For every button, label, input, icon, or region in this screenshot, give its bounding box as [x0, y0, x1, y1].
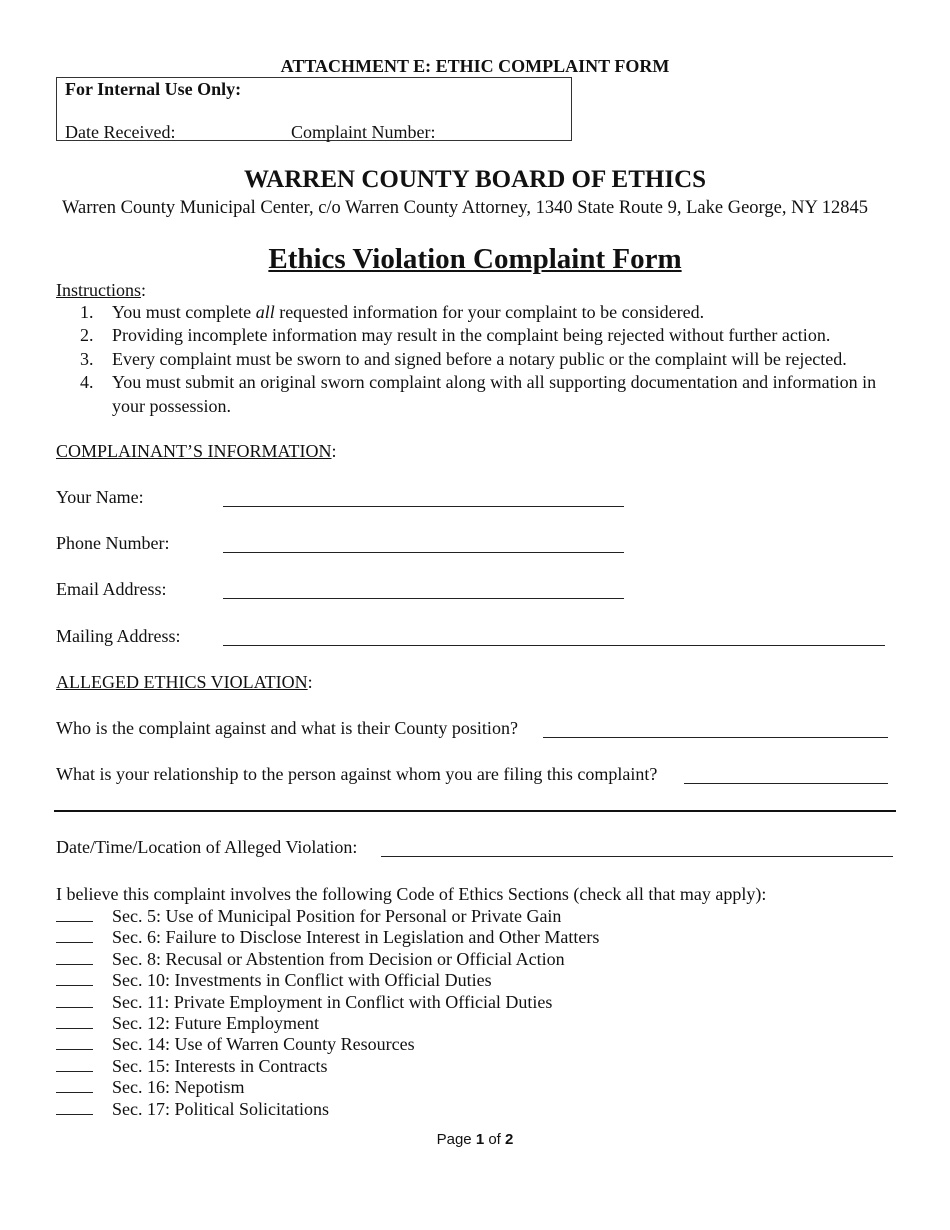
code-section-row: Sec. 15: Interests in Contracts — [56, 1055, 599, 1076]
checkbox-blank[interactable] — [56, 948, 93, 965]
code-section-row: Sec. 11: Private Employment in Conflict with Official Duties — [56, 991, 599, 1012]
complaint-against-field[interactable] — [543, 737, 888, 738]
instruction-item: 3. Every complaint must be sworn to and signed before a notary public or the complaint will be rejected. — [80, 348, 847, 369]
checkbox-blank[interactable] — [56, 1033, 93, 1050]
mailing-address-field[interactable] — [223, 645, 885, 646]
board-name: WARREN COUNTY BOARD OF ETHICS — [243, 166, 707, 193]
phone-number-field[interactable] — [223, 552, 624, 553]
checkbox-blank[interactable] — [56, 991, 93, 1008]
checkbox-blank[interactable] — [56, 969, 93, 986]
attachment-title: ATTACHMENT E: ETHIC COMPLAINT FORM — [280, 56, 670, 76]
instruction-item: 1. You must complete all requested information for your complaint to be considered. — [80, 302, 705, 322]
violation-heading: ALLEGED ETHICS VIOLATION: — [56, 672, 313, 692]
your-name-label: Your Name: — [56, 487, 144, 507]
checkbox-blank[interactable] — [56, 905, 93, 922]
complaint-number-label: Complaint Number: — [291, 122, 436, 142]
code-section-row: Sec. 14: Use of Warren County Resources — [56, 1033, 599, 1054]
email-address-label: Email Address: — [56, 579, 167, 599]
code-section-row: Sec. 5: Use of Municipal Position for Personal or Private Gain — [56, 905, 599, 926]
checkbox-blank[interactable] — [56, 1098, 93, 1115]
email-address-field[interactable] — [223, 598, 624, 599]
date-received-label: Date Received: — [65, 122, 176, 142]
code-section-row: Sec. 16: Nepotism — [56, 1076, 599, 1097]
code-section-row: Sec. 6: Failure to Disclose Interest in Legislation and Other Matters — [56, 926, 599, 947]
form-title: Ethics Violation Complaint Form — [268, 243, 682, 275]
code-section-row: Sec. 8: Recusal or Abstention from Decision or Official Action — [56, 948, 599, 969]
relationship-question: What is your relationship to the person against whom you are filing this complaint? — [56, 764, 658, 784]
instruction-item: 4. You must submit an original sworn complaint along with all supporting documentation and information in your possession. — [80, 372, 877, 416]
checkbox-blank[interactable] — [56, 1012, 93, 1029]
code-section-row: Sec. 17: Political Solicitations — [56, 1098, 599, 1119]
complaint-against-question: Who is the complaint against and what is their County position? — [56, 718, 518, 738]
phone-number-label: Phone Number: — [56, 533, 170, 553]
page-number: Page 1 of 2 — [436, 1131, 514, 1148]
checkbox-blank[interactable] — [56, 1055, 93, 1072]
your-name-field[interactable] — [223, 506, 624, 507]
code-sections-intro: I believe this complaint involves the following Code of Ethics Sections (check all that may apply): — [56, 884, 767, 904]
checkbox-blank[interactable] — [56, 1076, 93, 1093]
instruction-item: 2. Providing incomplete information may result in the complaint being rejected without further action. — [80, 325, 831, 346]
relationship-field[interactable] — [684, 783, 888, 784]
section-divider — [54, 810, 896, 812]
code-sections-list — [56, 905, 599, 1119]
date-location-field[interactable] — [381, 856, 893, 857]
complainant-heading: COMPLAINANT’S INFORMATION: — [56, 441, 337, 461]
instructions-heading: Instructions: — [56, 280, 147, 300]
date-location-label: Date/Time/Location of Alleged Violation: — [56, 837, 358, 857]
code-section-row: Sec. 12: Future Employment — [56, 1012, 599, 1033]
instructions-list — [80, 301, 900, 418]
code-section-row: Sec. 10: Investments in Conflict with Official Duties — [56, 969, 599, 990]
checkbox-blank[interactable] — [56, 926, 93, 943]
internal-use-title: For Internal Use Only: — [65, 79, 242, 99]
mailing-address-label: Mailing Address: — [56, 626, 181, 646]
board-address: Warren County Municipal Center, c/o Warren County Attorney, 1340 State Route 9, Lake George, NY 12845 — [62, 198, 868, 218]
